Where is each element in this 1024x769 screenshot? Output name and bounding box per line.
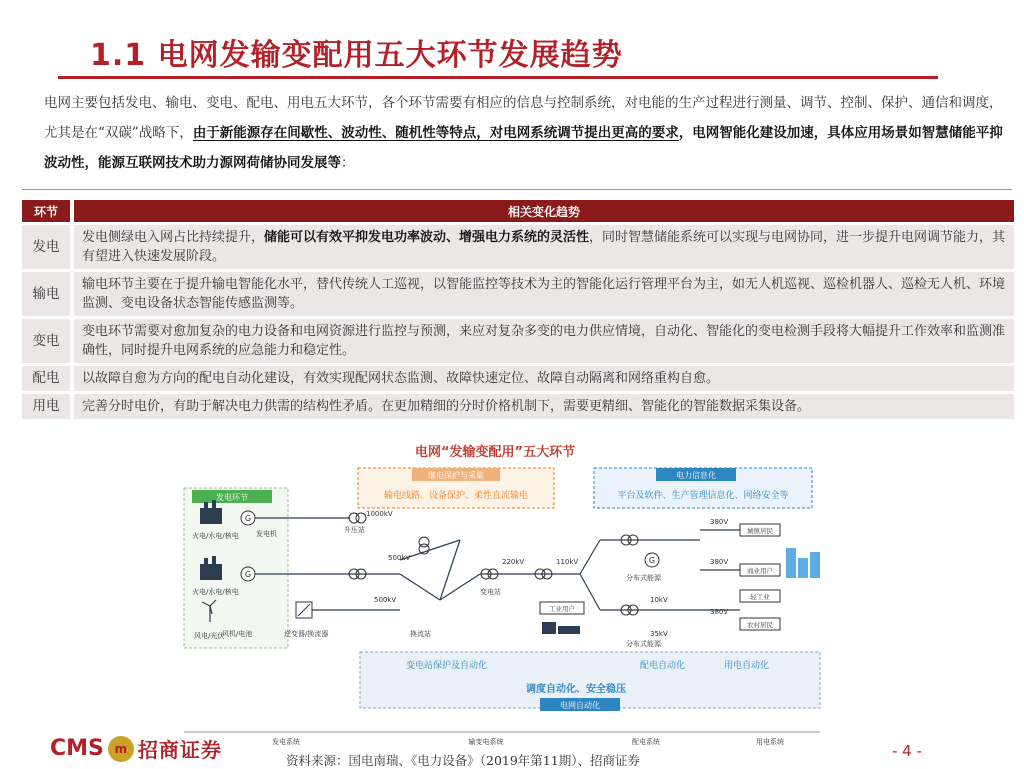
row-trend <box>74 319 1014 363</box>
logo-cms-text: CMS <box>50 736 104 761</box>
bottom-main-label: 调度自动化、安全稳压 <box>526 684 626 695</box>
row-text: 完善分时电价，有助于解决电力供需的结构性矛盾。在更加精细的分时价格机制下，需要更精细、智能化的智能数据采集设备。 <box>82 399 811 414</box>
top-box-informatization-text: 平台及软件、生产管理信息化、网络安全等 <box>617 491 789 501</box>
voltage-label-5: 500kV <box>374 596 397 604</box>
top-box-informatization-header-text: 电力信息化 <box>676 471 716 480</box>
gen-label-generator: 发电机 <box>256 530 277 538</box>
row-text: 发电侧绿电入网占比持续提升， <box>82 230 265 245</box>
axis-label-4: 用电系统 <box>756 738 784 746</box>
row-text: 输电环节主要在于提升输电智能化水平，替代传统人工巡视，以智能监控等技术为主的智能化运行管理平台为主，如无人机巡视、巡检机器人、巡检无人机、环境监测、变电设备状态智能传感监测等。 <box>82 277 1006 311</box>
row-trend <box>74 225 1014 269</box>
gen-label-step: 风机/电池 <box>222 630 253 638</box>
table-row <box>22 319 1014 363</box>
bottom-label-consumption: 用电自动化 <box>724 661 770 671</box>
city-buildings-icon <box>786 548 820 578</box>
cms-logo <box>50 734 222 763</box>
row-text: ，同时智慧储能系统可以实现与电网协同，进一步提升电网调节能力，其有望进入快速发展阶段。 <box>82 230 1006 264</box>
voltage-label-3: 220kV <box>502 558 525 566</box>
industrial-user-label: 工业用户 <box>549 605 575 613</box>
bottom-label-substation: 变电站保护及自动化 <box>406 661 488 671</box>
row-trend <box>74 394 1014 419</box>
commercial-user-label: 商业用户 <box>747 567 773 575</box>
header-stage: 环节 <box>22 200 70 222</box>
bottom-tag-text: 电网自动化 <box>560 701 600 710</box>
source-note: 资料来源：国电南瑞、《电力设备》（2019年第11期）、招商证券 <box>286 753 640 768</box>
intro-bold-text: ，电网智能化建设加速，具体应用场景如智慧储能平抑波动性，能源互联网技术助力源网荷储协同发展等 <box>44 125 1003 171</box>
intro-end: ： <box>341 155 355 171</box>
voltage-label-8: 380V <box>710 518 729 526</box>
row-stage: 配电 <box>22 366 70 391</box>
page-number: - 4 - <box>892 742 922 760</box>
gen-label-inverter: 逆变器/换流器 <box>284 630 329 638</box>
logo-cn-text: 招商证券 <box>137 738 222 762</box>
bottom-label-distribution: 配电自动化 <box>640 661 686 671</box>
logo-badge-icon: m <box>108 736 134 762</box>
step-up-label: 升压站 <box>344 526 365 534</box>
voltage-label-9: 380V <box>710 558 729 566</box>
row-trend <box>74 272 1014 316</box>
power-grid-diagram <box>180 440 830 760</box>
intro-text: 电网主要包括发电、输电、变电、配电、用电五大环节，各个环节需要有相应的信息与控制系统，对电能的生产过程进行测量、调节、控制、保护、通信和调度，尤其是在“双碳”战略下， <box>44 95 1003 141</box>
row-stage: 用电 <box>22 394 70 419</box>
svg-text:G: G <box>244 514 252 523</box>
transformer-icon <box>349 513 366 523</box>
header-trend: 相关变化趋势 <box>74 200 1014 222</box>
voltage-label-4: 110kV <box>556 558 579 566</box>
voltage-label-1: 1000kV <box>366 510 393 518</box>
row-text: 以故障自愈为方向的配电自动化建设，有效实现配网状态监测、故障快速定位、故障自动隔离和网络重构自愈。 <box>82 371 720 386</box>
distributed-label-2: 分布式能源 <box>626 640 661 648</box>
row-stage: 变电 <box>22 319 70 363</box>
light-industry-label: 轻工业 <box>750 593 770 601</box>
factory-icon <box>542 622 580 634</box>
row-bold-text: 储能可以有效平抑发电功率波动、增强电力系统的灵活性 <box>264 230 590 245</box>
city-user-label: 城镇居民 <box>747 527 773 535</box>
title-underline <box>58 76 938 79</box>
separator-line <box>22 189 1012 190</box>
top-box-protection-header-text: 继电保护与采集 <box>428 471 484 480</box>
voltage-label-6: 10kV <box>650 596 668 604</box>
axis-label-2: 输变电系统 <box>468 738 504 746</box>
intro-paragraph <box>44 88 1004 178</box>
row-stage: 发电 <box>22 225 70 269</box>
intro-highlight: 由于新能源存在间歇性、波动性、随机性等特点，对电网系统调节提出更高的要求 <box>192 125 679 141</box>
generation-header-text: 发电环节 <box>216 493 248 502</box>
axis-label-3: 配电系统 <box>632 738 660 746</box>
gen-label-1: 火电/水电/核电 <box>192 532 239 540</box>
table-row <box>22 366 1014 391</box>
voltage-label-2: 500kV <box>388 554 411 562</box>
voltage-label-7: 35kV <box>650 630 668 638</box>
svg-text:G: G <box>648 556 656 565</box>
table-row <box>22 225 1014 269</box>
voltage-label-10: 380V <box>710 608 729 616</box>
rural-user-label: 农村居民 <box>747 621 773 629</box>
svg-text:G: G <box>244 570 252 579</box>
gen-label-2: 火电/水电/核电 <box>192 588 239 596</box>
table-row <box>22 272 1014 316</box>
trend-table <box>22 197 1014 422</box>
row-text: 变电环节需要对愈加复杂的电力设备和电网资源进行监控与预测，来应对复杂多变的电力供应情境，自动化、智能化的变电检测手段将大幅提升工作效率和监测准确性，同时提升电网系统的应急能力和稳定性。 <box>82 324 1006 358</box>
row-trend <box>74 366 1014 391</box>
diagram-title: 电网“发输变配用”五大环节 <box>415 445 576 460</box>
table-header-row <box>22 200 1014 222</box>
slide-title: 1.1 电网发输变配用五大环节发展趋势 <box>90 38 623 73</box>
distributed-label: 分布式能源 <box>626 574 661 582</box>
top-box-protection-text: 输电线路、设备保护、柔性直流输电 <box>383 491 529 501</box>
generation-box <box>184 488 288 648</box>
table-row <box>22 394 1014 419</box>
row-stage: 输电 <box>22 272 70 316</box>
axis-label-1: 发电系统 <box>272 738 300 746</box>
converter-label: 换流站 <box>410 630 431 638</box>
transform-label: 变电站 <box>480 588 501 596</box>
gen-label-3: 风电/光伏 <box>194 632 225 640</box>
